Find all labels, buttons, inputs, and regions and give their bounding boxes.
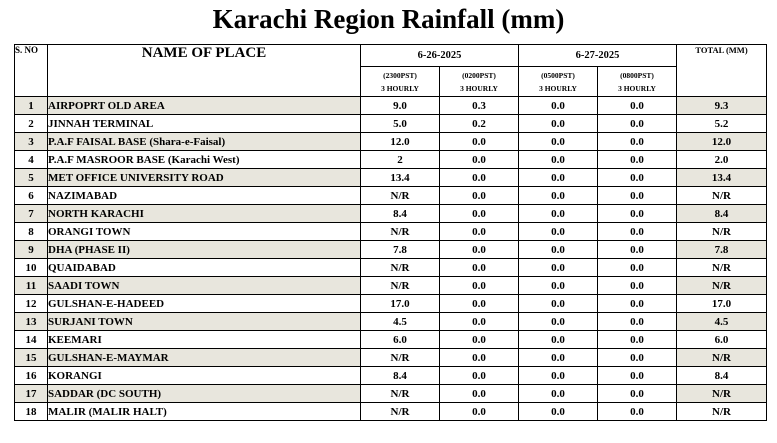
- table-row: [15, 133, 767, 151]
- cell-total: N/R: [677, 223, 767, 241]
- cell-sno: 13: [15, 313, 48, 331]
- cell-rain-0200: 0.0: [440, 187, 519, 205]
- header-sub-4: [598, 67, 677, 97]
- cell-total: 7.8: [677, 241, 767, 259]
- cell-rain-0800: 0.0: [598, 169, 677, 187]
- rainfall-table: [14, 44, 767, 421]
- header-sub-period: 3 HOURLY: [618, 83, 656, 93]
- cell-rain-0800: 0.0: [598, 97, 677, 115]
- header-sub-1: [361, 67, 440, 97]
- cell-rain-0500: 0.0: [519, 277, 598, 295]
- cell-sno: 16: [15, 367, 48, 385]
- table-body: [15, 97, 767, 421]
- header-date-2: 6-27-2025: [519, 45, 677, 67]
- cell-place-name: AIRPOPRT OLD AREA: [48, 97, 361, 115]
- cell-rain-2300: N/R: [361, 277, 440, 295]
- table-header: [15, 45, 767, 97]
- cell-rain-0500: 0.0: [519, 385, 598, 403]
- table-row: [15, 241, 767, 259]
- cell-rain-0200: 0.0: [440, 169, 519, 187]
- cell-rain-0500: 0.0: [519, 349, 598, 367]
- cell-place-name: QUAIDABAD: [48, 259, 361, 277]
- cell-rain-0500: 0.0: [519, 115, 598, 133]
- cell-total: 8.4: [677, 367, 767, 385]
- cell-sno: 9: [15, 241, 48, 259]
- cell-total: 4.5: [677, 313, 767, 331]
- cell-rain-0800: 0.0: [598, 241, 677, 259]
- header-sub-time: (0500PST): [541, 70, 575, 80]
- cell-rain-0200: 0.0: [440, 385, 519, 403]
- cell-rain-0800: 0.0: [598, 205, 677, 223]
- cell-rain-2300: 12.0: [361, 133, 440, 151]
- table-row: [15, 403, 767, 421]
- cell-rain-0800: 0.0: [598, 295, 677, 313]
- table-row: [15, 205, 767, 223]
- cell-rain-0200: 0.0: [440, 205, 519, 223]
- page-title: Karachi Region Rainfall (mm): [212, 4, 565, 34]
- cell-total: N/R: [677, 187, 767, 205]
- cell-total: 8.4: [677, 205, 767, 223]
- cell-rain-2300: 8.4: [361, 205, 440, 223]
- cell-sno: 1: [15, 97, 48, 115]
- cell-rain-0500: 0.0: [519, 97, 598, 115]
- cell-place-name: NAZIMABAD: [48, 187, 361, 205]
- cell-rain-2300: 4.5: [361, 313, 440, 331]
- cell-rain-0200: 0.0: [440, 241, 519, 259]
- cell-rain-2300: 6.0: [361, 331, 440, 349]
- table-row: [15, 169, 767, 187]
- header-sub-time: (0800PST): [620, 70, 654, 80]
- cell-rain-0500: 0.0: [519, 169, 598, 187]
- cell-place-name: DHA (PHASE II): [48, 241, 361, 259]
- cell-rain-2300: N/R: [361, 187, 440, 205]
- cell-place-name: SAADI TOWN: [48, 277, 361, 295]
- cell-rain-0500: 0.0: [519, 331, 598, 349]
- cell-rain-0500: 0.0: [519, 205, 598, 223]
- table-row: [15, 349, 767, 367]
- cell-rain-2300: 7.8: [361, 241, 440, 259]
- cell-sno: 14: [15, 331, 48, 349]
- cell-sno: 15: [15, 349, 48, 367]
- cell-total: 5.2: [677, 115, 767, 133]
- table-row: [15, 115, 767, 133]
- cell-place-name: SURJANI TOWN: [48, 313, 361, 331]
- cell-rain-0800: 0.0: [598, 277, 677, 295]
- cell-sno: 3: [15, 133, 48, 151]
- header-sub-time: (2300PST): [383, 70, 417, 80]
- header-total: TOTAL (MM): [677, 45, 767, 97]
- header-sub-period: 3 HOURLY: [381, 83, 419, 93]
- cell-sno: 5: [15, 169, 48, 187]
- cell-total: 9.3: [677, 97, 767, 115]
- cell-rain-0500: 0.0: [519, 187, 598, 205]
- cell-rain-0800: 0.0: [598, 151, 677, 169]
- cell-rain-2300: N/R: [361, 259, 440, 277]
- cell-sno: 6: [15, 187, 48, 205]
- cell-rain-0800: 0.0: [598, 367, 677, 385]
- cell-place-name: MALIR (MALIR HALT): [48, 403, 361, 421]
- cell-rain-0800: 0.0: [598, 133, 677, 151]
- cell-rain-0500: 0.0: [519, 295, 598, 313]
- cell-sno: 4: [15, 151, 48, 169]
- cell-rain-0500: 0.0: [519, 313, 598, 331]
- cell-place-name: GULSHAN-E-MAYMAR: [48, 349, 361, 367]
- cell-rain-0500: 0.0: [519, 133, 598, 151]
- header-sno: S. NO: [15, 45, 48, 97]
- header-sub-time: (0200PST): [462, 70, 496, 80]
- header-name: NAME OF PLACE: [48, 45, 361, 97]
- cell-rain-0500: 0.0: [519, 151, 598, 169]
- cell-sno: 10: [15, 259, 48, 277]
- cell-rain-0200: 0.2: [440, 115, 519, 133]
- cell-rain-2300: 5.0: [361, 115, 440, 133]
- cell-rain-0500: 0.0: [519, 367, 598, 385]
- cell-place-name: KEEMARI: [48, 331, 361, 349]
- cell-rain-2300: 13.4: [361, 169, 440, 187]
- cell-place-name: MET OFFICE UNIVERSITY ROAD: [48, 169, 361, 187]
- cell-rain-0200: 0.0: [440, 223, 519, 241]
- cell-total: N/R: [677, 385, 767, 403]
- table-row: [15, 295, 767, 313]
- cell-sno: 12: [15, 295, 48, 313]
- cell-rain-0200: 0.0: [440, 403, 519, 421]
- cell-rain-0800: 0.0: [598, 313, 677, 331]
- cell-total: N/R: [677, 349, 767, 367]
- header-sub-3: [519, 67, 598, 97]
- cell-rain-0800: 0.0: [598, 349, 677, 367]
- cell-place-name: GULSHAN-E-HADEED: [48, 295, 361, 313]
- cell-place-name: ORANGI TOWN: [48, 223, 361, 241]
- table-row: [15, 331, 767, 349]
- cell-rain-0200: 0.0: [440, 151, 519, 169]
- cell-rain-0200: 0.0: [440, 331, 519, 349]
- cell-total: 13.4: [677, 169, 767, 187]
- cell-place-name: P.A.F FAISAL BASE (Shara-e-Faisal): [48, 133, 361, 151]
- cell-sno: 8: [15, 223, 48, 241]
- cell-total: N/R: [677, 259, 767, 277]
- cell-rain-2300: N/R: [361, 385, 440, 403]
- cell-rain-0500: 0.0: [519, 259, 598, 277]
- cell-place-name: NORTH KARACHI: [48, 205, 361, 223]
- table-row: [15, 277, 767, 295]
- cell-rain-0200: 0.0: [440, 277, 519, 295]
- cell-rain-0500: 0.0: [519, 223, 598, 241]
- cell-rain-0800: 0.0: [598, 331, 677, 349]
- cell-place-name: JINNAH TERMINAL: [48, 115, 361, 133]
- cell-rain-0200: 0.0: [440, 295, 519, 313]
- table-row: [15, 151, 767, 169]
- cell-sno: 17: [15, 385, 48, 403]
- cell-rain-0200: 0.0: [440, 349, 519, 367]
- cell-rain-0200: 0.0: [440, 367, 519, 385]
- cell-total: 2.0: [677, 151, 767, 169]
- cell-sno: 18: [15, 403, 48, 421]
- cell-rain-0800: 0.0: [598, 385, 677, 403]
- cell-rain-0200: 0.0: [440, 313, 519, 331]
- header-sub-period: 3 HOURLY: [539, 83, 577, 93]
- cell-rain-0800: 0.0: [598, 223, 677, 241]
- cell-sno: 11: [15, 277, 48, 295]
- cell-rain-2300: N/R: [361, 403, 440, 421]
- cell-sno: 2: [15, 115, 48, 133]
- cell-total: 17.0: [677, 295, 767, 313]
- cell-rain-0500: 0.0: [519, 241, 598, 259]
- cell-rain-0200: 0.0: [440, 133, 519, 151]
- cell-rain-0500: 0.0: [519, 403, 598, 421]
- header-sub-period: 3 HOURLY: [460, 83, 498, 93]
- cell-rain-0800: 0.0: [598, 115, 677, 133]
- cell-rain-2300: 9.0: [361, 97, 440, 115]
- cell-rain-2300: 2: [361, 151, 440, 169]
- cell-rain-0200: 0.0: [440, 259, 519, 277]
- cell-rain-2300: 17.0: [361, 295, 440, 313]
- cell-place-name: P.A.F MASROOR BASE (Karachi West): [48, 151, 361, 169]
- table-row: [15, 367, 767, 385]
- cell-rain-0800: 0.0: [598, 259, 677, 277]
- cell-sno: 7: [15, 205, 48, 223]
- cell-rain-2300: N/R: [361, 349, 440, 367]
- cell-rain-0800: 0.0: [598, 403, 677, 421]
- table-row: [15, 187, 767, 205]
- cell-rain-0200: 0.3: [440, 97, 519, 115]
- cell-total: N/R: [677, 403, 767, 421]
- cell-total: 12.0: [677, 133, 767, 151]
- table-row: [15, 385, 767, 403]
- table-row: [15, 97, 767, 115]
- header-date-1: 6-26-2025: [361, 45, 519, 67]
- header-sub-2: [440, 67, 519, 97]
- cell-rain-2300: 8.4: [361, 367, 440, 385]
- cell-place-name: KORANGI: [48, 367, 361, 385]
- cell-total: 6.0: [677, 331, 767, 349]
- cell-rain-2300: N/R: [361, 223, 440, 241]
- table-row: [15, 259, 767, 277]
- cell-rain-0800: 0.0: [598, 187, 677, 205]
- table-row: [15, 223, 767, 241]
- cell-place-name: SADDAR (DC SOUTH): [48, 385, 361, 403]
- cell-total: N/R: [677, 277, 767, 295]
- table-row: [15, 313, 767, 331]
